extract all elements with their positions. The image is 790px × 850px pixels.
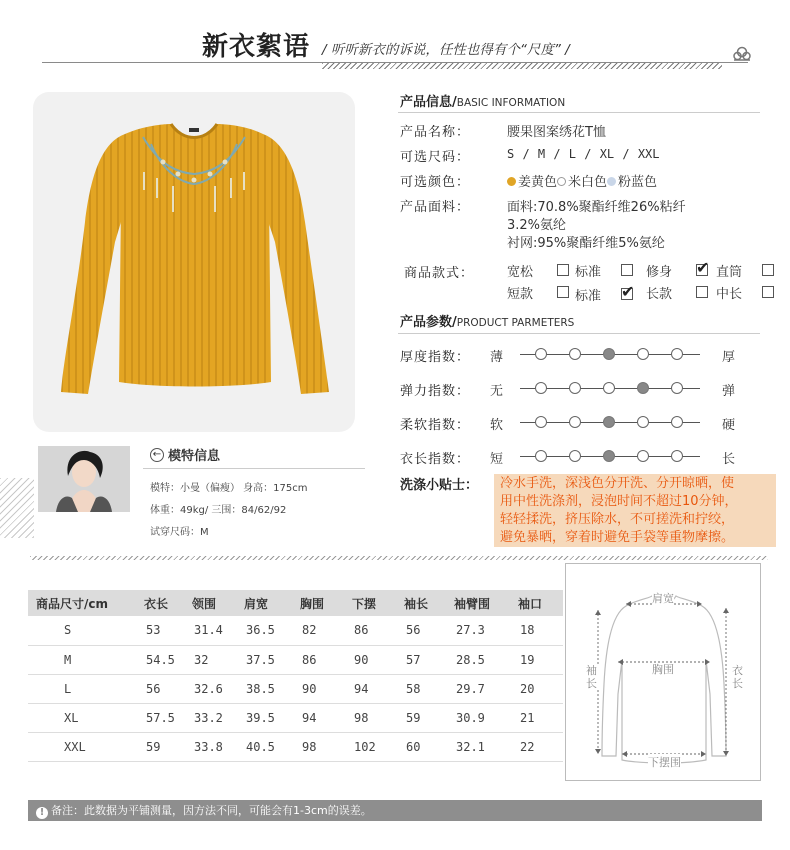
param-min-label: 无: [490, 384, 504, 399]
style-option-label: 宽松: [507, 265, 534, 280]
column-header: 下摆: [344, 590, 396, 616]
shoulder-width-label: 肩宽: [652, 592, 674, 605]
param-scale-point: [569, 382, 581, 394]
size-cell: S: [28, 616, 136, 645]
style-checkbox[interactable]: [557, 264, 569, 276]
measurement-cell: 86: [344, 616, 396, 645]
basic-info-heading: 产品信息/BASIC INFORMATION: [400, 95, 566, 110]
measurement-cell: 82: [292, 616, 344, 645]
measurement-cell: 86: [292, 645, 344, 674]
param-max-label: 硬: [722, 418, 736, 433]
size-cell: M: [28, 645, 136, 674]
style-option-label: 直筒: [716, 265, 743, 280]
table-row: [28, 616, 563, 645]
style-checkbox[interactable]: [762, 286, 774, 298]
style-option-label: 长款: [646, 287, 673, 302]
fabric-line: 面料:70.8%聚酯纤维26%粘纤: [507, 200, 686, 215]
measurement-cell: 18: [510, 616, 563, 645]
fabric-line: 3.2%氨纶: [507, 218, 567, 233]
color-name: 粉蓝色: [618, 175, 658, 190]
size-options-label: 可选尺码：: [400, 150, 471, 165]
model-name-height: 模特：小曼（偏瘦） 身高：175cm: [150, 483, 308, 494]
column-header: 肩宽: [236, 590, 292, 616]
param-scale-point-selected: [637, 382, 649, 394]
measurement-cell: 32: [184, 645, 236, 674]
param-label: 衣长指数：: [400, 452, 471, 467]
param-scale-point: [671, 382, 683, 394]
measurement-cell: 60: [396, 732, 446, 761]
measurement-cell: 59: [396, 703, 446, 732]
param-min-label: 薄: [490, 350, 504, 365]
wash-tip-line: 冷水手洗，深浅色分开洗、分开晾晒，使: [500, 476, 735, 491]
measurement-cell: 32.6: [184, 674, 236, 703]
fabric-label: 产品面料：: [400, 200, 471, 215]
page-subtitle: / 听听新衣的诉说，任性也得有个“尺度” /: [322, 42, 570, 58]
param-scale-point: [603, 382, 615, 394]
param-scale-point: [569, 416, 581, 428]
column-header: 胸围: [292, 590, 344, 616]
page-title: 新衣絮语: [202, 32, 311, 62]
measurement-cell: 33.2: [184, 703, 236, 732]
param-min-label: 短: [490, 452, 504, 467]
checkmark-icon: ✔: [696, 258, 710, 277]
style-checkbox[interactable]: [762, 264, 774, 276]
style-option-label: 短款: [507, 287, 534, 302]
param-scale-point: [637, 450, 649, 462]
param-max-label: 长: [722, 452, 736, 467]
footer-note: [28, 800, 762, 821]
table-row: [28, 674, 563, 703]
color-name: 姜黄色: [518, 175, 558, 190]
column-header: 袖口: [510, 590, 563, 616]
basic-info-divider: [398, 112, 760, 113]
sleeve-length-label: 袖长: [586, 664, 600, 690]
color-options-label: 可选颜色：: [400, 175, 471, 190]
color-name: 米白色: [568, 175, 608, 190]
color-option: [507, 175, 557, 190]
measurement-cell: 38.5: [236, 674, 292, 703]
column-header: 商品尺寸/cm: [28, 590, 136, 616]
param-max-label: 弹: [722, 384, 736, 399]
size-cell: XL: [28, 703, 136, 732]
style-option-label: 标准: [575, 289, 602, 304]
measurement-cell: 20: [510, 674, 563, 703]
style-checkbox[interactable]: [621, 264, 633, 276]
table-row: [28, 732, 563, 761]
measurement-cell: 33.8: [184, 732, 236, 761]
measurement-cell: 40.5: [236, 732, 292, 761]
style-checkbox-checked[interactable]: [621, 282, 635, 301]
table-row: [28, 645, 563, 674]
header-hatch-decoration: [322, 63, 722, 69]
measurement-cell: 56: [396, 616, 446, 645]
chest-label: 胸围: [652, 663, 674, 676]
measurement-cell: 27.3: [446, 616, 510, 645]
measurement-cell: 32.1: [446, 732, 510, 761]
measurement-cell: 90: [292, 674, 344, 703]
table-row: [28, 703, 563, 732]
wash-tip-line: 避免暴晒，穿着时避免手袋等重物摩擦。: [500, 530, 735, 545]
model-size: 试穿尺码：M: [150, 527, 209, 538]
product-name-label: 产品名称：: [400, 125, 471, 140]
yellow-tshirt-illustration: [33, 92, 355, 432]
size-cell: XXL: [28, 732, 136, 761]
measurement-diagram: [565, 563, 761, 781]
model-weight-measure: 体重：49kg/ 三围：84/62/92: [150, 505, 287, 516]
measurement-cell: 57.5: [136, 703, 184, 732]
style-option-label: 修身: [646, 265, 673, 280]
param-scale-point: [671, 450, 683, 462]
measurement-cell: 102: [344, 732, 396, 761]
wash-tip-line: 用中性洗涤剂，浸泡时间不超过10分钟，: [500, 494, 738, 509]
measurement-cell: 19: [510, 645, 563, 674]
params-heading: 产品参数/PRODUCT PARMETERS: [400, 315, 575, 330]
param-scale-point: [637, 416, 649, 428]
size-table-header: [28, 590, 563, 616]
size-table: [28, 590, 563, 762]
param-scale-point: [535, 450, 547, 462]
param-scale-point: [569, 450, 581, 462]
model-heading-text: 模特信息: [168, 449, 221, 464]
style-checkbox-checked[interactable]: [696, 258, 710, 277]
checkmark-icon: ✔: [621, 282, 635, 301]
wash-tip-line: 轻轻揉洗，挤压除水，不可搓洗和拧绞，: [500, 512, 735, 527]
measurement-cell: 39.5: [236, 703, 292, 732]
measurement-cell: 37.5: [236, 645, 292, 674]
measurement-cell: 59: [136, 732, 184, 761]
param-scale-point: [569, 348, 581, 360]
param-scale-point: [535, 348, 547, 360]
model-info-heading: [150, 445, 220, 464]
measurement-cell: 94: [344, 674, 396, 703]
param-min-label: 软: [490, 418, 504, 433]
param-scale-point-selected: [603, 348, 615, 360]
color-options: [507, 171, 657, 190]
model-portrait: [38, 446, 130, 512]
param-scale-point: [671, 416, 683, 428]
arrow-left-icon: ←: [150, 448, 164, 462]
side-hatch-decoration: [0, 478, 34, 538]
param-scale-point: [535, 382, 547, 394]
column-header: 衣长: [136, 590, 184, 616]
measurement-cell: 30.9: [446, 703, 510, 732]
style-checkbox[interactable]: [557, 286, 569, 298]
fabric-line: 衬网:95%聚酯纤维5%氨纶: [507, 236, 665, 251]
column-header: 领围: [184, 590, 236, 616]
wash-tips-label: 洗涤小贴士：: [400, 478, 479, 493]
param-max-label: 厚: [722, 350, 736, 365]
product-name-value: 腰果图案绣花T恤: [507, 125, 606, 140]
hem-label: 下摆围: [648, 756, 681, 769]
measurement-cell: 58: [396, 674, 446, 703]
model-photo: [38, 446, 130, 512]
param-scale-point: [671, 348, 683, 360]
product-photo: [33, 92, 355, 432]
measurement-cell: 53: [136, 616, 184, 645]
style-checkbox[interactable]: [696, 286, 708, 298]
measurement-cell: 56: [136, 674, 184, 703]
section-hatch-divider: [30, 556, 768, 560]
style-option-label: 中长: [716, 287, 743, 302]
measurement-cell: 21: [510, 703, 563, 732]
style-option-label: 标准: [575, 265, 602, 280]
measurement-cell: 98: [292, 732, 344, 761]
color-swatch-icon: [557, 177, 566, 186]
measurement-cell: 94: [292, 703, 344, 732]
measurement-cell: 22: [510, 732, 563, 761]
body-length-label: 衣长: [732, 664, 746, 690]
measurement-cell: 28.5: [446, 645, 510, 674]
color-option: [607, 175, 657, 190]
param-label: 弹力指数：: [400, 384, 471, 399]
measurement-cell: 90: [344, 645, 396, 674]
flower-icon: [733, 46, 751, 62]
size-options-value: S / M / L / XL / XXL: [507, 147, 660, 161]
exclamation-icon: !: [36, 807, 48, 819]
param-scale-point: [535, 416, 547, 428]
measurement-cell: 98: [344, 703, 396, 732]
column-header: 袖长: [396, 590, 446, 616]
color-swatch-icon: [507, 177, 516, 186]
style-label: 商品款式：: [404, 266, 475, 281]
param-scale-point-selected: [603, 416, 615, 428]
wash-tips-box: [494, 474, 776, 547]
param-scale-point: [637, 348, 649, 360]
measurement-cell: 36.5: [236, 616, 292, 645]
measurement-cell: 31.4: [184, 616, 236, 645]
measurement-cell: 57: [396, 645, 446, 674]
param-label: 柔软指数：: [400, 418, 471, 433]
param-label: 厚度指数：: [400, 350, 471, 365]
footer-note-text: 备注：此数据为平铺测量，因方法不同，可能会有1-3cm的误差。: [51, 804, 372, 817]
model-divider: [143, 468, 365, 469]
column-header: 袖臂围: [446, 590, 510, 616]
measurement-cell: 29.7: [446, 674, 510, 703]
size-cell: L: [28, 674, 136, 703]
color-option: [557, 175, 607, 190]
param-scale-point-selected: [603, 450, 615, 462]
measurement-cell: 54.5: [136, 645, 184, 674]
params-divider: [398, 333, 760, 334]
color-swatch-icon: [607, 177, 616, 186]
